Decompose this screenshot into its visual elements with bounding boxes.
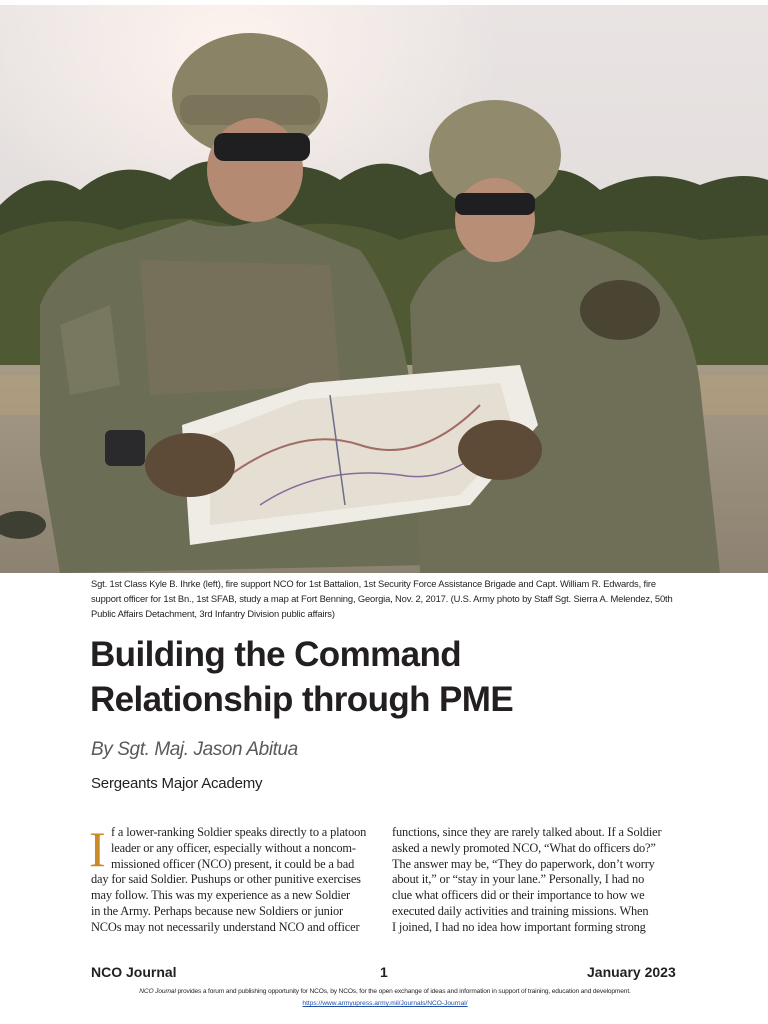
footer-journal-name: NCO Journal	[91, 964, 177, 980]
body-line: may follow. This was my experience as a new Soldier	[91, 888, 351, 903]
body-line: The answer may be, “They do paperwork, don’t worry	[392, 856, 655, 871]
body-line: clue what officers did or their importance to how we	[392, 888, 645, 903]
body-line: leader or any officer, especially without a noncom-	[111, 840, 356, 855]
body-line: I joined, I had no idea how important forming strong	[392, 919, 646, 934]
body-line: in the Army. Perhaps because new Soldiers or junior	[91, 903, 344, 918]
photo-illustration	[0, 5, 768, 573]
body-line: NCOs may not necessarily understand NCO and officer	[91, 919, 360, 934]
article-title-line-1: Building the Command	[90, 635, 462, 674]
page-number: 1	[380, 964, 388, 980]
soldiers-map-photo	[0, 5, 768, 573]
footer-note-text: provides a forum and publishing opportunity for NCOs, by NCOs, for the open exchange of ideas and information in support of training, education and development.	[175, 988, 631, 995]
author-affiliation: Sergeants Major Academy	[91, 775, 263, 792]
journal-link[interactable]: https://www.armyupress.army.mil/Journals/NCO-Journal/	[302, 1000, 468, 1007]
body-line: about it,” or “stay in your lane.” Personally, I had no	[392, 872, 645, 887]
body-line: executed daily activities and training missions. When	[392, 903, 649, 918]
body-line: day for said Soldier. Pushups or other punitive exercises	[91, 872, 361, 887]
article-column-left	[89, 821, 381, 936]
footer-note-journal: NCO Journal	[139, 988, 176, 995]
photo-caption: Sgt. 1st Class Kyle B. Ihrke (left), fire support NCO for 1st Battalion, 1st Security Force Assistance Brigade and Capt. William R. Edwards, fire support officer for 1st Bn., 1st SFAB, study a map at Fort Benning, Georgia, Nov. 2, 2017. (U.S. Army photo by Staff Sgt. Sierra A. Melendez, 50th Public Affairs Detachment, 3rd Infantry Division public affairs)	[91, 578, 673, 619]
issue-date: January 2023	[587, 964, 676, 980]
footer-note	[90, 988, 680, 995]
body-line: functions, since they are rarely talked about. If a Soldier	[392, 825, 662, 839]
body-line: missioned officer (NCO) present, it could be a bad	[111, 856, 355, 871]
body-line: asked a newly promoted NCO, “What do officers do?”	[392, 840, 656, 855]
body-line: f a lower-ranking Soldier speaks directly to a platoon	[111, 825, 367, 839]
article-title-line-2: Relationship through PME	[90, 680, 514, 719]
drop-cap: I	[89, 821, 106, 877]
article-column-right	[392, 825, 682, 936]
article-title	[90, 632, 690, 722]
article-byline: By Sgt. Maj. Jason Abitua	[91, 739, 298, 760]
